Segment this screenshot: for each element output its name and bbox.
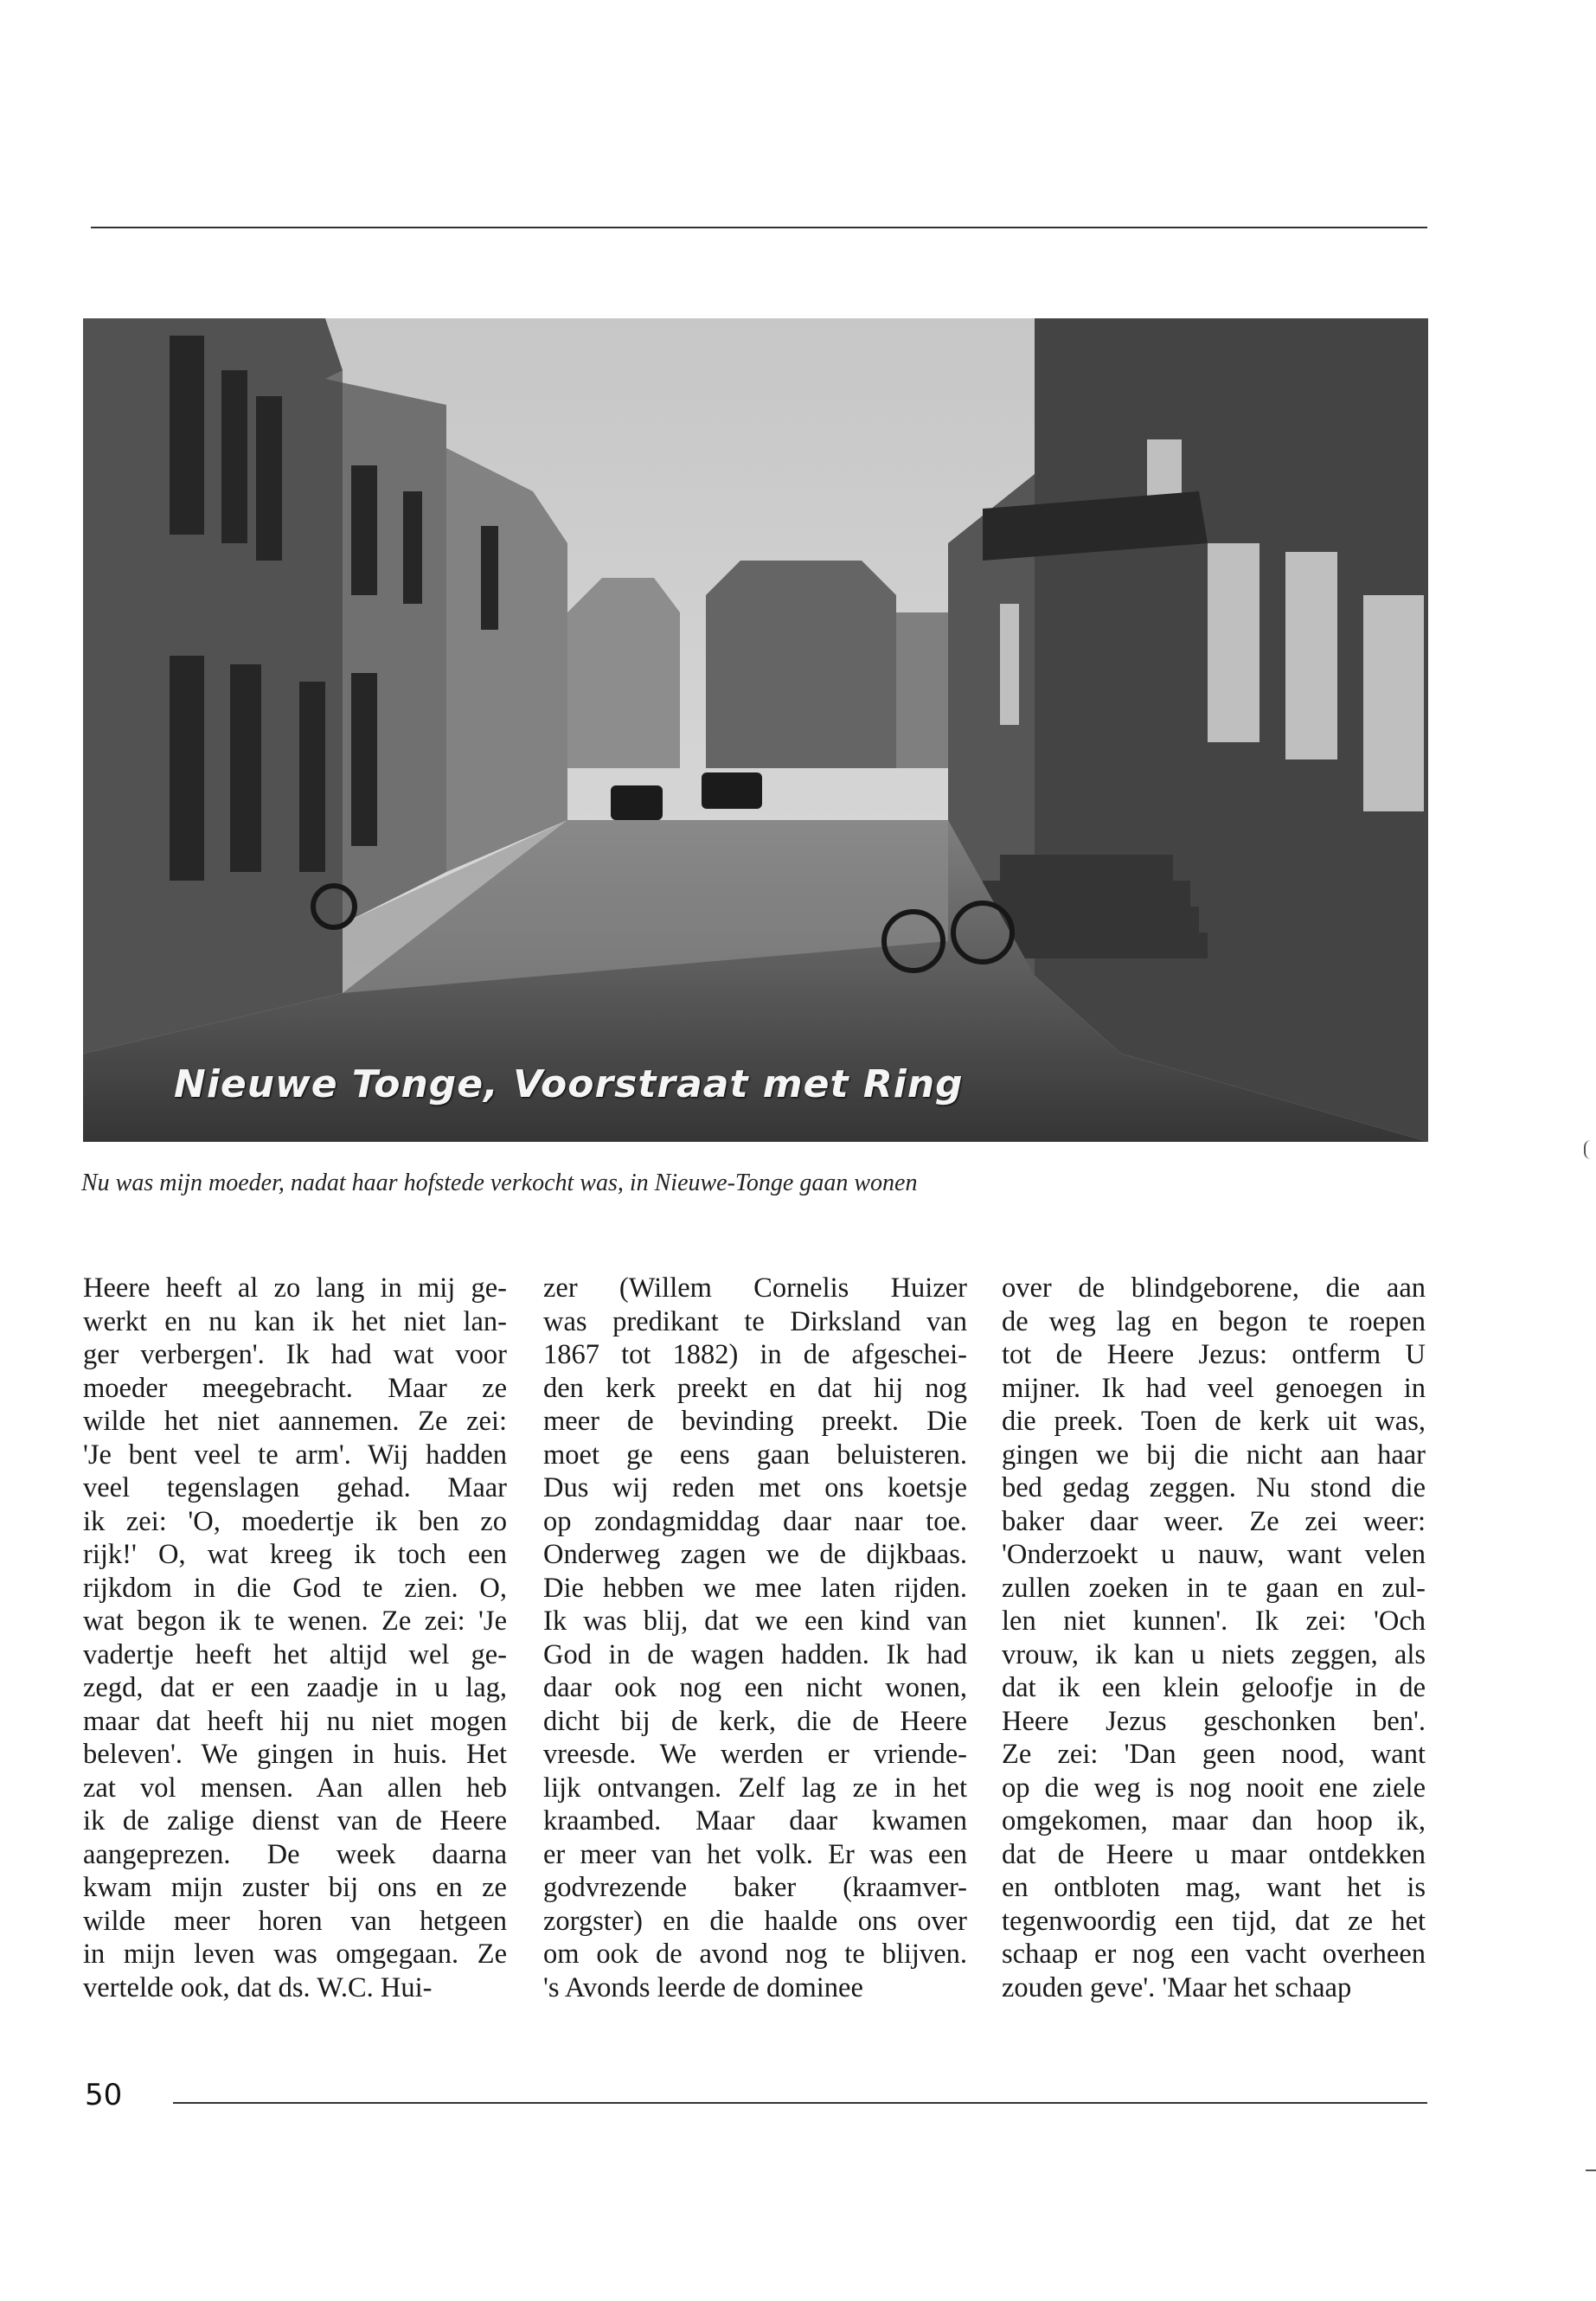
text-line: lijk ontvangen. Zelf lag ze in het <box>543 1772 967 1804</box>
text-line: wilde meer horen van hetgeen <box>83 1905 507 1937</box>
text-line: werkt en nu kan ik het niet lan- <box>83 1305 507 1337</box>
text-line: ik zei: 'O, moedertje ik ben zo <box>83 1505 507 1537</box>
text-line: dicht bij de kerk, die de Heere <box>543 1705 967 1737</box>
street-photo <box>83 318 1428 1142</box>
text-line: was predikant te Dirksland van <box>543 1305 967 1337</box>
text-line: bed gedag zeggen. Nu stond die <box>1002 1472 1426 1503</box>
text-column-3 <box>1002 1272 1426 2004</box>
text-line: zullen zoeken in te gaan en zul- <box>1002 1572 1426 1604</box>
text-line: tegenwoordig een tijd, dat ze het <box>1002 1905 1426 1937</box>
text-line: wilde het niet aannemen. Ze zei: <box>83 1406 507 1437</box>
text-line: die preek. Toen de kerk uit was, <box>1002 1406 1426 1437</box>
body-text <box>83 1272 1429 2016</box>
text-line: moet ge eens gaan beluisteren. <box>543 1439 967 1471</box>
text-line: Heere Jezus geschonken ben'. <box>1002 1705 1426 1737</box>
top-rule <box>91 227 1427 228</box>
text-line: beleven'. We gingen in huis. Het <box>83 1739 507 1770</box>
text-line: zegd, dat er een zaadje in u lag, <box>83 1672 507 1703</box>
street-photo-illustration <box>83 318 1428 1142</box>
text-line: den kerk preekt en dat hij nog <box>543 1372 967 1404</box>
text-line: baker daar weer. Ze zei weer: <box>1002 1505 1426 1537</box>
text-line: om ook de avond nog te blijven. <box>543 1939 967 1970</box>
text-line: 's Avonds leerde de dominee <box>543 1971 863 2003</box>
text-line: schaap er nog een vacht overheen <box>1002 1939 1426 1970</box>
text-line: vrouw, ik kan u niets zeggen, als <box>1002 1638 1426 1670</box>
text-line: kwam mijn zuster bij ons en ze <box>83 1872 507 1903</box>
text-line: godvrezende baker (kraamver- <box>543 1872 967 1903</box>
text-line: 'Je bent veel te arm'. Wij hadden <box>83 1439 507 1471</box>
crop-mark <box>1586 2170 1596 2171</box>
text-line: Ze zei: 'Dan geen nood, want <box>1002 1739 1426 1770</box>
text-line: aangeprezen. De week daarna <box>83 1838 507 1870</box>
text-line: daar ook nog een nicht wonen, <box>543 1672 967 1703</box>
text-line: God in de wagen hadden. Ik had <box>543 1638 967 1670</box>
page-number: 50 <box>85 2078 123 2112</box>
text-line: meer de bevinding preekt. Die <box>543 1406 967 1437</box>
text-line: Onderweg zagen we de dijkbaas. <box>543 1539 967 1570</box>
text-line: moeder meegebracht. Maar ze <box>83 1372 507 1404</box>
text-line: mijner. Ik had veel genoegen in <box>1002 1372 1426 1404</box>
text-column-1 <box>83 1272 507 2004</box>
text-line: tot de Heere Jezus: ontferm U <box>1002 1339 1426 1370</box>
crop-mark <box>1584 1140 1593 1159</box>
text-line: vadertje heeft het altijd wel ge- <box>83 1638 507 1670</box>
bottom-rule <box>173 2102 1427 2104</box>
text-line: zat vol mensen. Aan allen heb <box>83 1772 507 1804</box>
text-line: zouden geve'. 'Maar het schaap <box>1002 1971 1352 2003</box>
text-line: rijk!' O, wat kreeg ik toch een <box>83 1539 507 1570</box>
photo-caption: Nu was mijn moeder, nadat haar hofstede verkocht was, in Nieuwe-Tonge gaan wonen <box>81 1170 918 1196</box>
text-line: er meer van het volk. Er was een <box>543 1838 967 1870</box>
text-line: Heere heeft al zo lang in mij ge- <box>83 1272 507 1304</box>
text-line: gingen we bij die nicht aan haar <box>1002 1439 1426 1471</box>
text-line: vertelde ook, dat ds. W.C. Hui- <box>83 1971 433 2003</box>
text-line: vreesde. We werden er vriende- <box>543 1739 967 1770</box>
photo-overlay-text: Nieuwe Tonge, Voorstraat met Ring <box>174 1062 964 1106</box>
text-line: in mijn leven was omgegaan. Ze <box>83 1939 507 1970</box>
text-column-2 <box>543 1272 967 2004</box>
text-line: Ik was blij, dat we een kind van <box>543 1606 967 1637</box>
text-line: en ontbloten mag, want het is <box>1002 1872 1426 1903</box>
text-line: zer (Willem Cornelis Huizer <box>543 1272 967 1304</box>
text-line: 'Onderzoekt u nauw, want velen <box>1002 1539 1426 1570</box>
text-line: veel tegenslagen gehad. Maar <box>83 1472 507 1503</box>
text-line: 1867 tot 1882) in de afgeschei- <box>543 1339 967 1370</box>
text-line: omgekomen, maar dan hoop ik, <box>1002 1805 1426 1836</box>
text-line: Die hebben we mee laten rijden. <box>543 1572 967 1604</box>
text-line: maar dat heeft hij nu niet mogen <box>83 1705 507 1737</box>
text-line: dat ik een klein geloofje in de <box>1002 1672 1426 1703</box>
text-line: Dus wij reden met ons koetsje <box>543 1472 967 1503</box>
text-line: ik de zalige dienst van de Heere <box>83 1805 507 1836</box>
text-line: len niet kunnen'. Ik zei: 'Och <box>1002 1606 1426 1637</box>
text-line: zorgster) en die haalde ons over <box>543 1905 967 1937</box>
text-line: dat de Heere u maar ontdekken <box>1002 1838 1426 1870</box>
text-line: kraambed. Maar daar kwamen <box>543 1805 967 1836</box>
text-line: ger verbergen'. Ik had wat voor <box>83 1339 507 1370</box>
text-line: op zondagmiddag daar naar toe. <box>543 1505 967 1537</box>
text-line: op die weg is nog nooit ene ziele <box>1002 1772 1426 1804</box>
text-line: wat begon ik te wenen. Ze zei: 'Je <box>83 1606 507 1637</box>
text-line: de weg lag en begon te roepen <box>1002 1305 1426 1337</box>
text-line: over de blindgeborene, die aan <box>1002 1272 1426 1304</box>
text-line: rijkdom in die God te zien. O, <box>83 1572 507 1604</box>
